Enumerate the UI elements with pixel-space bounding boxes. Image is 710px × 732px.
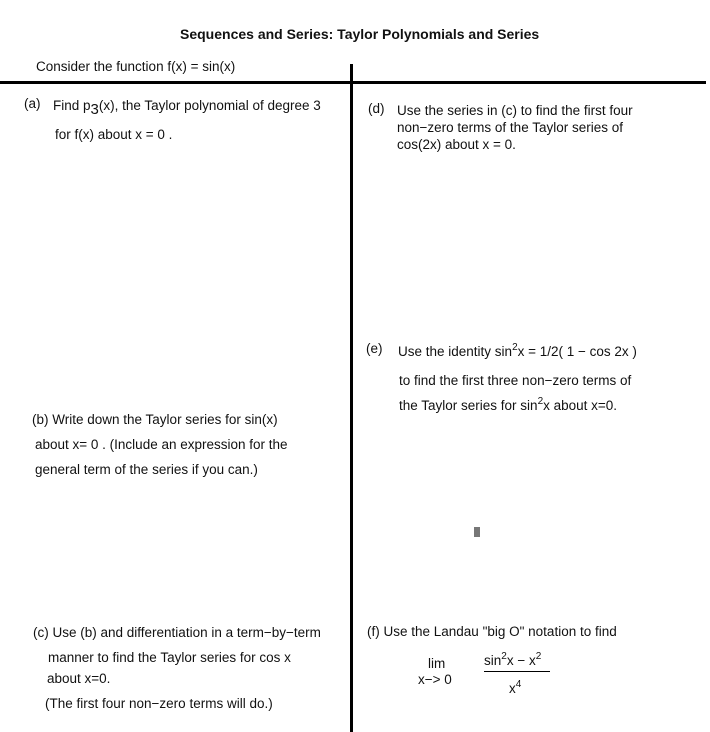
part-c-line2: manner to find the Taylor series for cos x — [48, 650, 291, 665]
fraction-numerator — [484, 653, 541, 668]
page-title: Sequences and Series: Taylor Polynomials and Series — [180, 26, 540, 42]
part-e-line3-superscript: 2 — [537, 396, 544, 407]
part-a-line1-post: (x), the Taylor polynomial of degree 3 — [98, 98, 321, 113]
part-e-line3-pre: the Taylor series for sin — [399, 398, 538, 413]
part-b-line2: about x= 0 . (Include an expression for the — [35, 437, 288, 452]
part-e-line1 — [398, 344, 637, 359]
part-e-line1-superscript: 2 — [512, 342, 518, 353]
fraction-denominator — [509, 681, 521, 696]
part-b-line1: (b) Write down the Taylor series for sin(x) — [32, 412, 278, 427]
numerator-sin: sin — [484, 653, 502, 668]
part-d-line1: Use the series in (c) to find the first four — [397, 103, 633, 118]
vertical-divider — [350, 64, 353, 732]
gray-mark — [474, 527, 480, 537]
denominator-x: x — [509, 681, 516, 696]
part-e-line3 — [399, 398, 617, 413]
part-a-subscript: 3 — [90, 101, 99, 118]
part-e-line1-pre: Use the identity sin — [398, 344, 513, 359]
part-d-line2: non−zero terms of the Taylor series of — [397, 120, 623, 135]
horizontal-divider — [0, 81, 706, 84]
part-c-line1: (c) Use (b) and differentiation in a term−by−term — [33, 625, 321, 640]
numerator-sup1: 2 — [501, 651, 507, 662]
part-e-line1-post: x = 1/2( 1 − cos 2x ) — [517, 344, 637, 359]
part-e-label: (e) — [366, 341, 383, 356]
part-a-line1 — [53, 97, 321, 118]
part-c-line3: about x=0. — [47, 671, 111, 686]
fraction-bar — [484, 671, 550, 672]
part-a-label: (a) — [24, 96, 41, 111]
part-e-line2: to find the first three non−zero terms of — [399, 373, 632, 388]
part-d-label: (d) — [368, 101, 385, 116]
limit-label: lim — [428, 656, 446, 671]
part-a-line2: for f(x) about x = 0 . — [55, 127, 173, 142]
limit-subscript: x−> 0 — [418, 672, 452, 687]
numerator-sup2: 2 — [535, 651, 542, 662]
numerator-mid: x − x — [506, 653, 536, 668]
part-f-line1: (f) Use the Landau "big O" notation to find — [367, 624, 617, 639]
part-a-line1-pre: Find p — [53, 98, 91, 113]
denominator-sup: 4 — [515, 679, 522, 690]
part-d-line3: cos(2x) about x = 0. — [397, 137, 516, 152]
part-e-line3-post: x about x=0. — [543, 398, 618, 413]
intro-text: Consider the function f(x) = sin(x) — [36, 59, 236, 74]
part-b-line3: general term of the series if you can.) — [35, 462, 258, 477]
part-c-line4: (The first four non−zero terms will do.) — [45, 696, 273, 711]
